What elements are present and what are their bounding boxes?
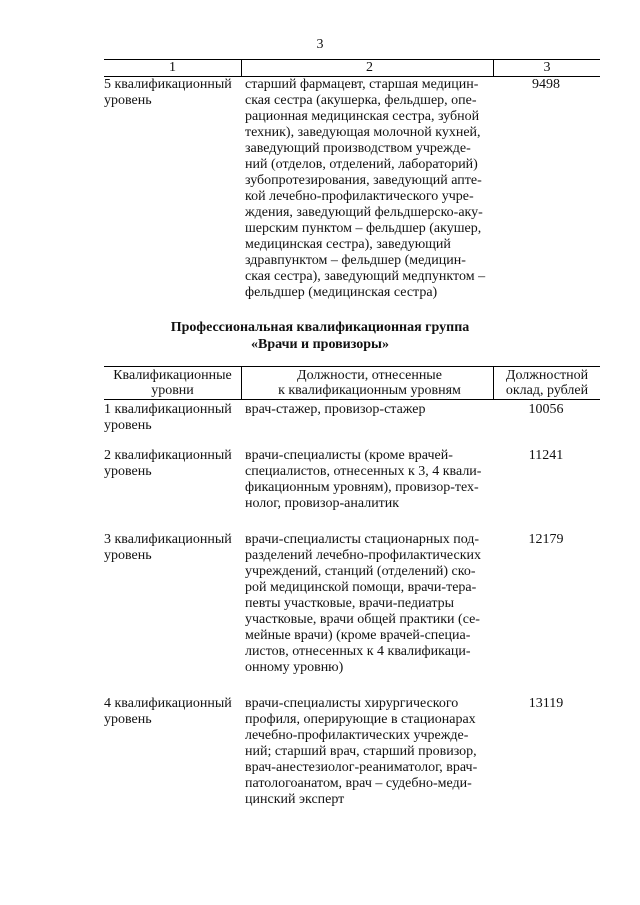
table-continuation (104, 59, 600, 301)
header-col-1: 1 (169, 60, 176, 75)
cell-text-line: листов, отнесенных к 4 квалификаци- (245, 644, 471, 659)
level-text: уровень (104, 93, 152, 108)
cell-text-line: ская сестра), заведующий медпунктом – (245, 269, 486, 284)
cell-text-line: рационная медицинская сестра, зубной (245, 109, 480, 124)
cell-text-line: врачи-специалисты стационарных под- (245, 532, 480, 547)
positions-cell (241, 448, 492, 512)
cell-text-line: техник), заведующая молочной кухней, (245, 125, 481, 140)
cell-text-line: заведующий производством учрежде- (245, 141, 471, 156)
cell-text-line: ний; старший врач, старший провизор, (245, 744, 477, 759)
positions-cell (241, 532, 492, 676)
header-text: Должностной (505, 368, 589, 383)
level-cell (104, 532, 241, 676)
cell-text-line: старший фармацевт, старшая медицин- (245, 77, 479, 92)
cell-text-line: певты участковые, врачи-педиатры (245, 596, 455, 611)
header-text: уровни (151, 383, 194, 398)
header-levels (104, 367, 241, 399)
table-row (104, 532, 600, 676)
positions-cell (241, 77, 492, 301)
cell-text-line: 3 квалификационный (104, 532, 232, 547)
cell-text-line: патологоанатом, врач – судебно-меди- (245, 776, 472, 791)
cell-text-line: уровень (104, 712, 152, 727)
salary-cell: 13119 (528, 696, 564, 711)
cell-text-line: врачи-специалисты (кроме врачей- (245, 448, 453, 463)
table-row (104, 402, 600, 434)
header-text: оклад, рублей (505, 383, 589, 398)
table-row (104, 448, 600, 512)
qualification-table (104, 366, 600, 808)
header-col-2: 2 (241, 60, 493, 76)
header-col-3: 3 (493, 60, 600, 76)
section-title-line-1: Профессиональная квалификационная группа (170, 320, 470, 335)
cell-text-line: мейные врачи) (кроме врачей-специа- (245, 628, 471, 643)
cell-text-line: медицинская сестра), заведующий (245, 237, 451, 252)
header-text: Квалификационные (113, 368, 232, 383)
cell-text-line: уровень (104, 418, 152, 433)
cell-text-line: здравпунктом – фельдшер (медицин- (245, 253, 466, 268)
cell-text-line: врач-стажер, провизор-стажер (245, 402, 426, 417)
cell-text-line: онному уровню) (245, 660, 344, 675)
cell-text-line: рой медицинской помощи, врачи-тера- (245, 580, 477, 595)
salary-cell: 12179 (528, 532, 564, 547)
level-cell (104, 696, 241, 808)
salary-cell: 10056 (528, 402, 564, 417)
cell-text-line: нолог, провизор-аналитик (245, 496, 400, 511)
level-text: 5 квалификационный (104, 77, 232, 92)
cell-text-line: лечебно-профилактических учрежде- (245, 728, 469, 743)
cell-text-line: уровень (104, 464, 152, 479)
salary-cell: 11241 (528, 448, 564, 463)
positions-cell (241, 696, 492, 808)
cell-text-line: участковые, врачи общей практики (се- (245, 612, 480, 627)
header-text: Должности, отнесенные (297, 368, 442, 383)
cell-text-line: 2 квалификационный (104, 448, 232, 463)
table-header-row (104, 366, 600, 400)
cell-text-line: 1 квалификационный (104, 402, 232, 417)
level-cell (104, 77, 241, 301)
cell-text-line: зубопротезирования, заведующий апте- (245, 173, 482, 188)
salary-cell: 9498 (532, 77, 560, 92)
header-salary (493, 367, 600, 399)
section-title (0, 319, 640, 353)
cell-text-line: врачи-специалисты хирургического (245, 696, 459, 711)
cell-text-line: 4 квалификационный (104, 696, 232, 711)
cell-text-line: профиля, оперирующие в стационарах (245, 712, 476, 727)
table-row (104, 77, 600, 301)
cell-text-line: ждения, заведующий фельдшерско-аку- (245, 205, 483, 220)
table-row (104, 696, 600, 808)
header-text: к квалификационным уровням (278, 383, 461, 398)
cell-text-line: кой лечебно-профилактического учре- (245, 189, 474, 204)
level-cell (104, 448, 241, 512)
cell-text-line: цинский эксперт (245, 792, 345, 807)
cell-text-line: уровень (104, 548, 152, 563)
level-cell (104, 402, 241, 434)
cell-text-line: ний (отделов, отделений, лабораторий) (245, 157, 478, 172)
positions-cell (241, 402, 492, 434)
section-title-line-2: «Врачи и провизоры» (251, 337, 389, 352)
cell-text-line: специалистов, отнесенных к 3, 4 квали- (245, 464, 482, 479)
cell-text-line: ская сестра (акушерка, фельдшер, опе- (245, 93, 477, 108)
cell-text-line: учреждений, станций (отделений) ско- (245, 564, 476, 579)
cell-text-line: шерским пунктом – фельдшер (акушер, (245, 221, 482, 236)
page-number: 3 (316, 37, 324, 52)
header-positions (241, 367, 493, 399)
cell-text-line: фельдшер (медицинская сестра) (245, 285, 438, 300)
cell-text-line: фикационным уровням), провизор-тех- (245, 480, 479, 495)
table-header-row (104, 59, 600, 77)
cell-text-line: врач-анестезиолог-реаниматолог, врач- (245, 760, 478, 775)
cell-text-line: разделений лечебно-профилактических (245, 548, 481, 563)
table-body (104, 402, 600, 808)
